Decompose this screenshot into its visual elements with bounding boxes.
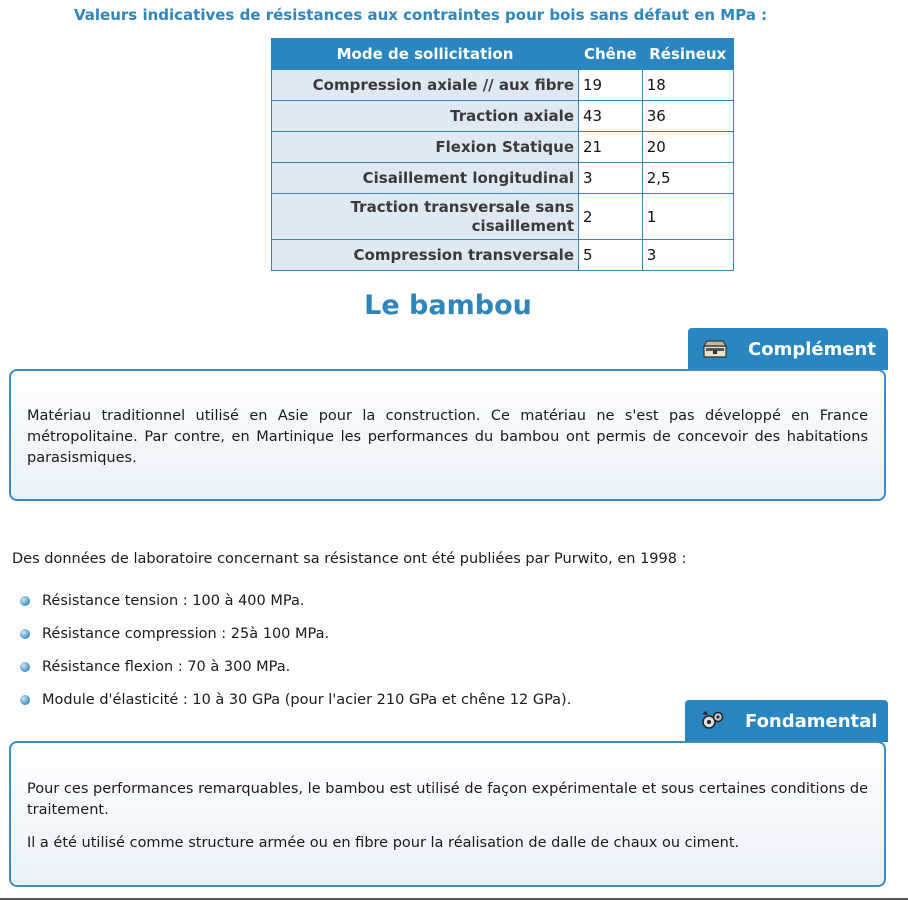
section-title: Le bambou — [364, 290, 532, 321]
column-header: Mode de sollicitation — [272, 39, 579, 70]
fondamental-paragraph: Pour ces performances remarquables, le bambou est utilisé de façon expérimentale et sous certaines conditions de traitement. — [27, 781, 868, 818]
cell-chene: 5 — [579, 240, 643, 271]
cell-chene: 43 — [579, 101, 643, 132]
row-label: Compression transversale — [272, 240, 579, 271]
cell-resineux: 3 — [642, 240, 733, 271]
list-item — [20, 617, 571, 650]
fondamental-tab-label: Fondamental — [745, 710, 878, 732]
gears-icon — [699, 710, 725, 732]
table-row — [272, 132, 734, 163]
fondamental-box — [9, 741, 886, 887]
resistance-table — [271, 38, 734, 271]
table-row — [272, 240, 734, 271]
list-item — [20, 584, 571, 617]
list-item-text: Module d'élasticité : 10 à 30 GPa (pour l'acier 210 GPa et chêne 12 GPa). — [42, 691, 572, 708]
table-caption: Valeurs indicatives de résistances aux contraintes pour bois sans défaut en MPa : — [74, 6, 768, 24]
cell-resineux: 18 — [642, 70, 733, 101]
bullet-icon — [20, 596, 30, 606]
cell-chene: 3 — [579, 163, 643, 194]
intro-text: Des données de laboratoire concernant sa résistance ont été publiées par Purwito, en 1998 : — [12, 551, 687, 567]
list-item — [20, 650, 571, 683]
complement-tab-label: Complément — [748, 338, 876, 360]
column-header: Résineux — [642, 39, 733, 70]
table-header-row — [272, 39, 734, 70]
bullet-icon — [20, 662, 30, 672]
table-row — [272, 70, 734, 101]
bullet-icon — [20, 629, 30, 639]
cell-resineux: 36 — [642, 101, 733, 132]
row-label: Cisaillement longitudinal — [272, 163, 579, 194]
table-row — [272, 194, 734, 240]
complement-text: Matériau traditionnel utilisé en Asie pour la construction. Ce matériau ne s'est pas développé en France métropolitaine. Par contre, en Martinique les performances du bambou ont permis de concevoir des habitations parasismiques. — [27, 408, 868, 466]
list-item — [20, 683, 571, 716]
cell-chene: 21 — [579, 132, 643, 163]
list-item-text: Résistance flexion : 70 à 300 MPa. — [42, 658, 291, 675]
row-label: Traction axiale — [272, 101, 579, 132]
chest-icon — [702, 338, 728, 360]
row-label: Traction transversale sans cisaillement — [272, 194, 579, 240]
row-label: Flexion Statique — [272, 132, 579, 163]
list-item-text: Résistance compression : 25à 100 MPa. — [42, 625, 330, 642]
bullet-icon — [20, 695, 30, 705]
cell-resineux: 2,5 — [642, 163, 733, 194]
column-header: Chêne — [579, 39, 643, 70]
complement-tab — [688, 328, 888, 370]
fondamental-tab — [685, 700, 888, 742]
cell-chene: 19 — [579, 70, 643, 101]
table-row — [272, 163, 734, 194]
complement-box — [9, 369, 886, 501]
fondamental-paragraph: Il a été utilisé comme structure armée ou en fibre pour la réalisation de dalle de chaux ou ciment. — [27, 835, 740, 851]
row-label: Compression axiale // aux fibre — [272, 70, 579, 101]
cell-resineux: 1 — [642, 194, 733, 240]
cell-chene: 2 — [579, 194, 643, 240]
list-item-text: Résistance tension : 100 à 400 MPa. — [42, 592, 305, 609]
cell-resineux: 20 — [642, 132, 733, 163]
facts-list — [20, 584, 571, 716]
table-row — [272, 101, 734, 132]
